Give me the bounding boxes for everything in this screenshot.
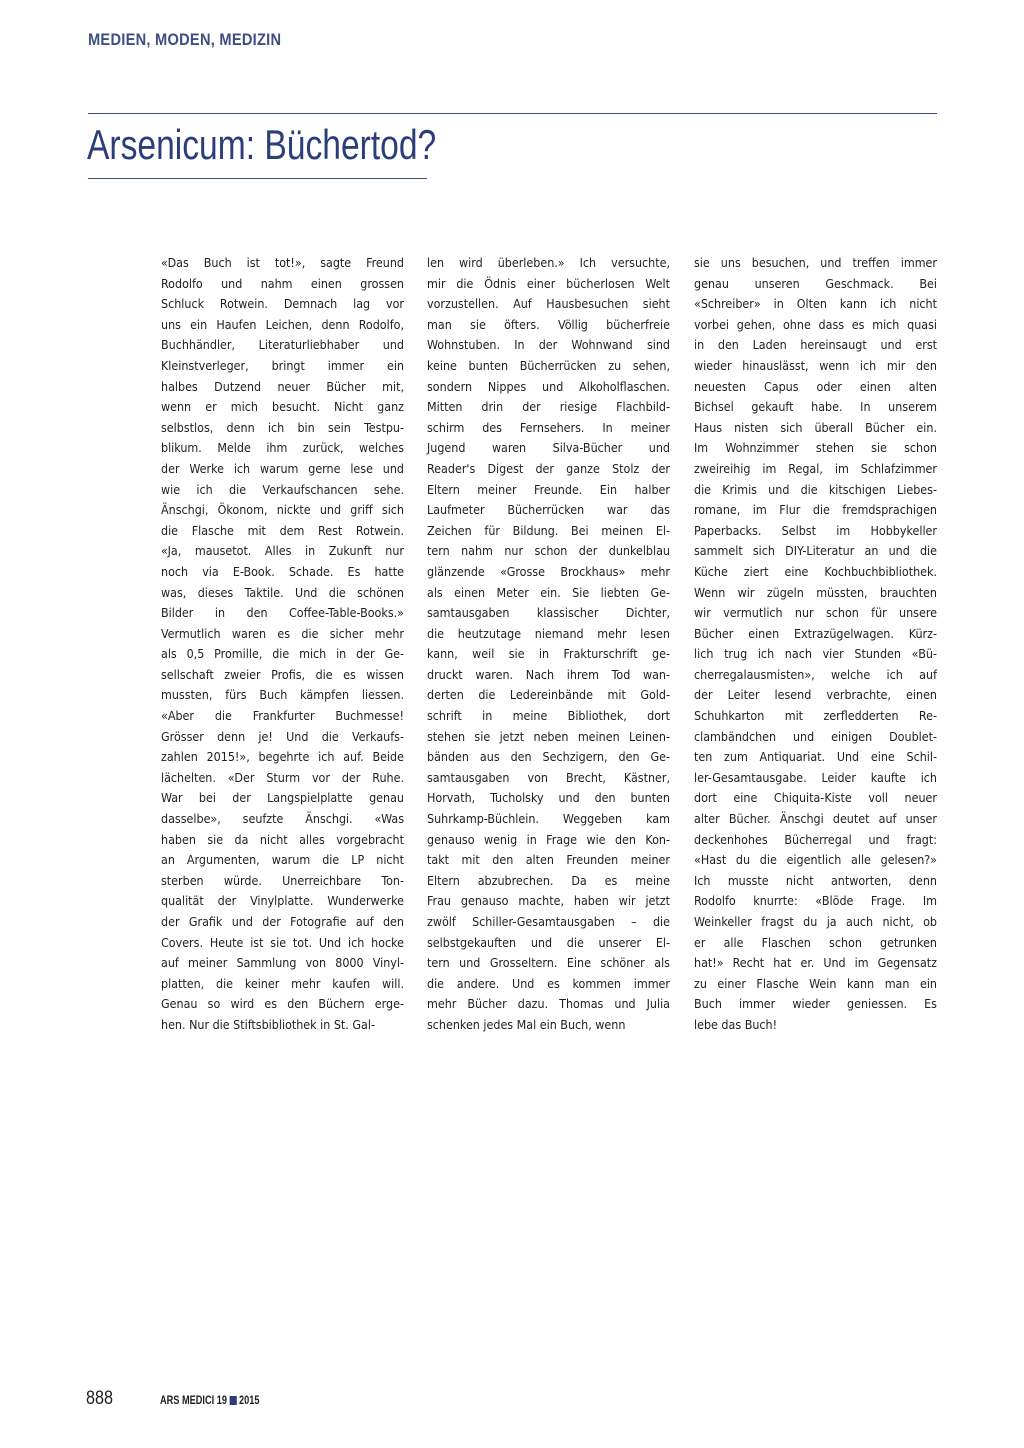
text-line: samtausgaben klassischer Dichter, — [427, 605, 670, 621]
text-line: Küche ziert eine Kochbuchbibliothek. — [694, 563, 937, 579]
text-line: die Flasche mit dem Rest Rotwein. — [161, 522, 404, 538]
text-line: stehen sie jetzt neben meinen Leinen- — [427, 728, 670, 744]
text-line: Bilder in den Coffee-Table-Books.» — [161, 605, 404, 621]
text-line: Kleinstverleger, bringt immer ein — [161, 357, 404, 373]
text-line: Bücher einen Extrazügelwagen. Kürz- — [694, 625, 937, 641]
text-line: sellschaft zweier Profis, die es wissen — [161, 666, 404, 682]
text-line: Wohnstuben. In der Wohnwand sind — [427, 337, 670, 353]
text-line: «Ja, mausetot. Alles in Zukunft nur — [161, 543, 404, 559]
text-line: druckt waren. Nach ihrem Tod wan- — [427, 666, 670, 682]
text-column-2 — [427, 253, 670, 1036]
text-line: zahlen 2015!», begehrte ich auf. Beide — [161, 749, 404, 765]
text-line: tern und Grosseltern. Eine schöner als — [427, 955, 670, 971]
text-line: «Das Buch ist tot!», sagte Freund — [161, 255, 404, 270]
text-line: Jugend waren Silva-Bücher und — [427, 440, 670, 456]
text-line: mussten, fürs Buch kämpfen liessen. — [161, 687, 404, 703]
text-line: Schluck Rotwein. Demnach lag vor — [161, 296, 404, 312]
text-line: die andere. Und es kommen immer — [427, 975, 670, 991]
text-line: sterben würde. Unerreichbare Ton- — [161, 872, 404, 888]
text-line: «Schreiber» in Olten kann ich nicht — [694, 296, 937, 312]
article-title: Arsenicum: Büchertod? — [87, 121, 437, 168]
text-line: War bei der Langspielplatte genau — [161, 790, 404, 806]
text-line: zweireihig im Regal, im Schlafzimmer — [694, 460, 937, 476]
text-line: Reader's Digest der ganze Stolz der — [427, 460, 670, 476]
page-number: 888 — [86, 1388, 113, 1409]
text-line: Weinkeller fragst du ja auch nicht, ob — [694, 914, 937, 929]
text-line: bänden aus den Sechzigern, den Ge- — [427, 749, 670, 765]
text-line: Genau so wird es den Büchern erge- — [161, 996, 404, 1012]
square-bullet-icon — [229, 1396, 236, 1405]
text-line: mir die Ödnis einer bücherlosen Welt — [427, 275, 670, 291]
text-line: derten die Ledereinbände mit Gold- — [427, 687, 670, 703]
text-column-1 — [161, 253, 404, 1036]
text-line: schrift in meine Bibliothek, dort — [427, 708, 670, 724]
text-line: sie uns besuchen, und treffen immer — [694, 255, 937, 270]
text-line: halbes Dutzend neuer Bücher mit, — [161, 378, 404, 394]
text-line: genau unseren Geschmack. Bei — [694, 275, 937, 291]
text-line: hen. Nur die Stiftsbibliothek in St. Gal- — [161, 1016, 375, 1032]
text-line: Eltern meiner Freunde. Ein halber — [427, 481, 670, 497]
text-line: Paperbacks. Selbst im Hobbykeller — [694, 522, 937, 538]
text-line: was, dieses Taktile. Und die schönen — [161, 584, 404, 600]
text-line: kann, weil sie in Frakturschrift ge- — [427, 646, 670, 662]
section-label: MEDIEN, MODEN, MEDIZIN — [88, 30, 282, 49]
text-line: romane, im Flur die fremdsprachigen — [694, 502, 937, 518]
text-line: wieder hinauslässt, wenn ich mir den — [694, 357, 937, 373]
text-line: er alle Flaschen schon getrunken — [694, 934, 937, 950]
text-line: blikum. Melde ihm zurück, welches — [161, 440, 404, 456]
title-underline — [88, 178, 427, 179]
text-line: wenn er mich besucht. Nicht ganz — [161, 399, 404, 415]
header-divider — [88, 113, 937, 114]
text-line: Mitten drin der riesige Flachbild- — [427, 399, 670, 415]
text-line: Buch immer wieder geniessen. Es — [694, 996, 937, 1012]
text-line: auf meiner Sammlung von 8000 Vinyl- — [161, 955, 404, 971]
text-line: sondern Nippes und Alkoholflaschen. — [427, 378, 670, 394]
text-line: len wird überleben.» Ich versuchte, — [427, 255, 670, 270]
text-line: als 0,5 Promille, die mich in der Ge- — [161, 646, 404, 662]
journal-footer — [160, 1395, 259, 1407]
text-line: Grösser denn je! Und die Verkaufs- — [161, 728, 404, 744]
text-line: mehr Bücher dazu. Thomas und Julia — [427, 996, 670, 1012]
text-line: noch via E-Book. Schade. Es hatte — [161, 563, 404, 579]
text-line: «Aber die Frankfurter Buchmesse! — [161, 708, 404, 724]
text-line: selbstlos, denn ich bin sein Testpu- — [161, 419, 404, 435]
text-line: clambändchen und einigen Doublet- — [694, 728, 937, 744]
text-line: Haus nisten sich überall Bücher ein. — [694, 419, 937, 435]
journal-name: ARS MEDICI 19 — [160, 1395, 227, 1407]
text-line: genauso wenig in Frage wie den Kon- — [427, 831, 670, 847]
text-line: tern nahm nur schon der dunkelblau — [427, 543, 670, 559]
text-line: hat!» Recht hat er. Und im Gegensatz — [694, 955, 937, 971]
text-line: in den Laden hereinsaugt und erst — [694, 337, 937, 353]
text-line: Suhrkamp-Büchlein. Weggeben kam — [427, 811, 670, 827]
text-line: die Krimis und die kitschigen Liebes- — [694, 481, 937, 497]
text-line: neuesten Capus oder einen alten — [694, 378, 937, 394]
text-line: Wenn wir zügeln müssten, brauchten — [694, 584, 937, 600]
text-line: lächelten. «Der Sturm vor der Ruhe. — [161, 769, 404, 785]
text-line: Rodolfo und nahm einen grossen — [161, 275, 404, 291]
text-line: dort eine Chiquita-Kiste voll neuer — [694, 790, 937, 806]
text-line: uns ein Haufen Leichen, denn Rodolfo, — [161, 316, 404, 332]
text-line: alter Bücher. Änschgi deutet auf unser — [694, 811, 937, 827]
text-line: samtausgaben von Brecht, Kästner, — [427, 769, 670, 785]
text-line: zu einer Flasche Wein kann man ein — [694, 975, 937, 991]
text-line: cherregalausmisten», welche ich auf — [694, 666, 937, 682]
journal-year: 2015 — [238, 1395, 260, 1407]
text-line: Covers. Heute ist sie tot. Und ich hocke — [161, 934, 404, 950]
text-line: wie ich die Verkaufschancen sehe. — [161, 481, 404, 497]
text-line: selbstgekauften und die unserer El- — [427, 934, 670, 950]
text-line: schenken jedes Mal ein Buch, wenn — [427, 1016, 626, 1032]
text-line: haben sie da nicht alles vorgebracht — [161, 831, 404, 847]
text-line: «Hast du die eigentlich alle gelesen?» — [694, 852, 937, 868]
text-line: Eltern abzubrechen. Da es meine — [427, 872, 670, 888]
text-line: Zeichen für Bildung. Bei meinen El- — [427, 522, 670, 538]
text-line: der Grafik und der Fotografie auf den — [161, 914, 404, 929]
text-line: vorzustellen. Auf Hausbesuchen sieht — [427, 296, 670, 312]
text-line: als einen Meter ein. Sie liebten Ge- — [427, 584, 670, 600]
text-line: platten, die keiner mehr kaufen will. — [161, 975, 404, 991]
text-line: Im Wohnzimmer stehen sie schon — [694, 440, 937, 456]
text-line: Laufmeter Bücherrücken war das — [427, 502, 670, 518]
text-line: Buchhändler, Literaturliebhaber und — [161, 337, 404, 353]
text-line: zwölf Schiller-Gesamtausgaben – die — [427, 914, 670, 929]
text-line: sammelt sich DIY-Literatur an und die — [694, 543, 937, 559]
text-line: die heutzutage niemand mehr lesen — [427, 625, 670, 641]
text-line: glänzende «Grosse Brockhaus» mehr — [427, 563, 670, 579]
text-line: takt mit den alten Freunden meiner — [427, 852, 670, 868]
text-line: keine bunten Bücherrücken zu sehen, — [427, 357, 670, 373]
text-line: Änschgi, Ökonom, nickte und griff sich — [161, 502, 404, 518]
text-line: an Argumenten, warum die LP nicht — [161, 852, 404, 868]
text-line: Frau genauso machte, haben wir jetzt — [427, 893, 670, 909]
text-line: Vermutlich waren es die sicher mehr — [161, 625, 404, 641]
text-line: ten zum Antiquariat. Und eine Schil- — [694, 749, 937, 765]
text-line: lebe das Buch! — [694, 1016, 778, 1032]
text-line: der Leiter lesend verbrachte, einen — [694, 687, 937, 703]
text-line: lich trug ich nach vier Stunden «Bü- — [694, 646, 937, 662]
text-line: man sie öfters. Völlig bücherfreie — [427, 316, 670, 332]
text-line: ler-Gesamtausgabe. Leider kaufte ich — [694, 769, 937, 785]
text-line: vorbei gehen, ohne dass es mich quasi — [694, 316, 937, 332]
text-line: Horvath, Tucholsky und den bunten — [427, 790, 670, 806]
text-column-3 — [694, 253, 937, 1036]
text-line: deckenhohes Bücherregal und fragt: — [694, 831, 937, 847]
text-line: qualität der Vinylplatte. Wunderwerke — [161, 893, 404, 909]
text-line: Schuhkarton mit zerfledderten Re- — [694, 708, 937, 724]
text-line: schirm des Fernsehers. In meiner — [427, 419, 670, 435]
text-line: Rodolfo knurrte: «Blöde Frage. Im — [694, 893, 937, 909]
text-line: der Werke ich warum gerne lese und — [161, 460, 404, 476]
text-line: Bichsel gekauft habe. In unserem — [694, 399, 937, 415]
text-line: dasselbe», seufzte Änschgi. «Was — [161, 811, 404, 827]
text-line: Ich musste nicht antworten, denn — [694, 872, 937, 888]
text-line: wir vermutlich nur schon für unsere — [694, 605, 937, 621]
